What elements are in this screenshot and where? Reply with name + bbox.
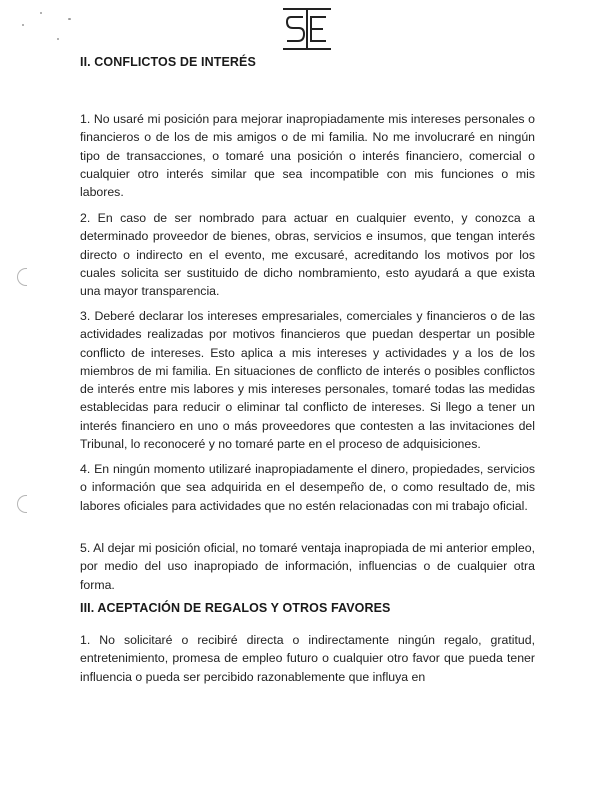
paragraph: 1. No solicitaré o recibiré directa o indirectamente ningún regalo, gratitud, entretenimiento, promesa de empleo futuro o cualquier otro favor que pueda tener influencia o pueda ser percibido razonablemente que influya en bbox=[80, 633, 535, 684]
paragraph: 3. Deberé declarar los intereses empresariales, comerciales y financieros o de las actividades realizadas por motivos financieros que puedan despertar un posible conflicto de intereses. Esto aplica a mis intereses y actividades y a los de los miembros de mi familia. En situaciones de conflicto de interés o posibles conflictos de interés entre mis labores y mis intereses personales, tomaré todas las medidas establecidas para reducir o eliminar tal conflicto de intereses. Si llego a tener un interés financiero en uno o más proveedores que contesten a las invitaciones del Tribunal, lo reconoceré y no tomaré parte en el proceso de adquisiciones. bbox=[80, 309, 535, 452]
punch-hole-mark bbox=[17, 495, 27, 513]
scan-speck bbox=[40, 12, 42, 14]
paragraph: 1. No usaré mi posición para mejorar inapropiadamente mis intereses personales o financieros o de los de mis amigos o de mi familia. No me involucraré en ningún tipo de transacciones, o tomaré una posición o interés financiero, comercial o cualquier otro interés similar que sea incompatible con mis funciones o mis labores. bbox=[80, 112, 535, 200]
scan-speck bbox=[22, 24, 24, 26]
section-heading: II. CONFLICTOS DE INTERÉS bbox=[80, 55, 256, 69]
section-heading: III. ACEPTACIÓN DE REGALOS Y OTROS FAVORES bbox=[80, 601, 391, 615]
paragraph: 5. Al dejar mi posición oficial, no tomaré ventaja inapropiada de mi anterior empleo, por medio del uso inapropiado de información, influencias o de cualquier otra forma. bbox=[80, 541, 535, 592]
paragraph: 2. En caso de ser nombrado para actuar en cualquier evento, y conozca a determinado proveedor de bienes, obras, servicios e insumos, que tengan interés directo o indirecto en el evento, me excusaré, acreditando los motivos por los cuales solicita ser sustituido de dicho nombramiento, esto ayudará a que exista una mayor transparencia. bbox=[80, 211, 535, 299]
paragraph: 4. En ningún momento utilizaré inapropiadamente el dinero, propiedades, servicios o información que sea adquirida en el desempeño de, o como resultado de, mis labores oficiales para actividades que no estén relacionadas con mi trabajo oficial. bbox=[80, 462, 535, 513]
scan-speck bbox=[68, 18, 71, 20]
institution-logo-icon bbox=[281, 6, 333, 52]
punch-hole-mark bbox=[17, 268, 27, 286]
scan-speck bbox=[57, 38, 59, 40]
